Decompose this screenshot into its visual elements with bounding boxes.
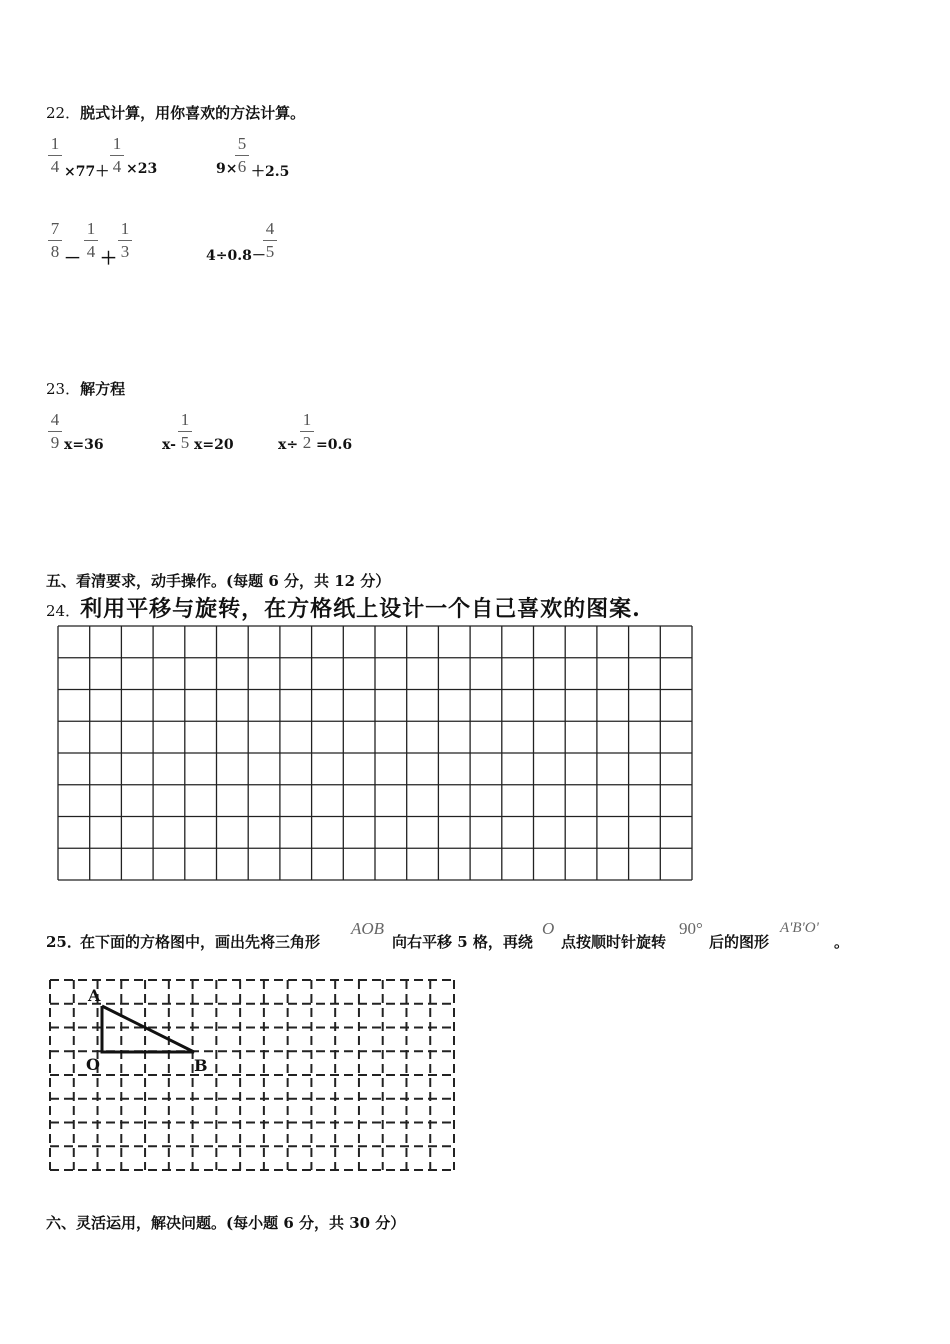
numerator: 4 bbox=[50, 410, 60, 429]
denominator: 4 bbox=[50, 157, 60, 176]
triangle-prime-label: A'B'O' bbox=[780, 920, 819, 936]
angle-90-label: 90° bbox=[679, 919, 703, 938]
numerator: 5 bbox=[237, 134, 247, 153]
denominator: 4 bbox=[86, 242, 96, 261]
expression-text: x=36 bbox=[64, 437, 104, 453]
numerator: 4 bbox=[265, 219, 275, 238]
fraction bbox=[84, 219, 98, 262]
triangle-aob-label: AOB bbox=[351, 919, 385, 938]
expression-text: 4÷0.8－ bbox=[206, 248, 266, 264]
fraction bbox=[48, 410, 62, 453]
fraction bbox=[48, 134, 62, 177]
q25-text-3: 点按顺时针旋转 bbox=[561, 933, 667, 951]
numerator: 1 bbox=[50, 134, 60, 153]
triangle-aob bbox=[102, 1006, 194, 1052]
fraction bbox=[118, 219, 132, 262]
q22-heading bbox=[46, 102, 305, 123]
fraction bbox=[263, 219, 277, 262]
denominator: 4 bbox=[112, 157, 122, 176]
fraction bbox=[300, 410, 314, 453]
vertex-o-label: O bbox=[86, 1055, 100, 1074]
numerator: 1 bbox=[112, 134, 122, 153]
numerator: 7 bbox=[50, 219, 60, 238]
point-o-label: O bbox=[542, 919, 555, 938]
q24-heading bbox=[46, 592, 641, 623]
denominator: 3 bbox=[120, 242, 130, 261]
expression-text: x- bbox=[162, 437, 176, 453]
q23-heading bbox=[46, 378, 125, 399]
denominator: 8 bbox=[50, 242, 60, 261]
expression-text: x÷ bbox=[278, 437, 299, 453]
numerator: 1 bbox=[180, 410, 190, 429]
fraction bbox=[110, 134, 124, 177]
expression-text: ×77＋ bbox=[64, 164, 110, 180]
q24-number: 24． bbox=[46, 602, 81, 620]
fraction bbox=[178, 410, 192, 453]
q24-title: 利用平移与旋转，在方格纸上设计一个自己喜欢的图案. bbox=[80, 596, 641, 622]
q25-text-2: 向右平移 5 格，再绕 bbox=[392, 933, 533, 951]
expression-text: x=20 bbox=[194, 437, 234, 453]
numerator: 1 bbox=[120, 219, 130, 238]
expression-text: 9× bbox=[216, 161, 238, 177]
section6-title: 六、灵活运用，解决问题。(每小题 6 分，共 30 分） bbox=[46, 1214, 406, 1232]
denominator: 5 bbox=[265, 242, 275, 261]
q23-title: 解方程 bbox=[80, 380, 126, 398]
expression-text: ＋2.5 bbox=[251, 164, 290, 180]
fraction bbox=[48, 219, 62, 262]
q23-number: 23． bbox=[46, 380, 81, 398]
fraction bbox=[235, 134, 249, 177]
q25-end: 。 bbox=[834, 933, 850, 951]
expression-text: =0.6 bbox=[316, 437, 353, 453]
q22-title: 脱式计算，用你喜欢的方法计算。 bbox=[80, 104, 306, 122]
q25-text-4: 后的图形 bbox=[709, 933, 770, 951]
dashed-grid-with-triangle[interactable] bbox=[46, 976, 458, 1174]
vertex-a-label: A bbox=[88, 986, 101, 1005]
expression-text: ×23 bbox=[126, 161, 158, 177]
numerator: 1 bbox=[302, 410, 312, 429]
section5-title: 五、看清要求，动手操作。(每题 6 分，共 12 分） bbox=[46, 572, 391, 590]
q25-number: 25． bbox=[46, 933, 82, 951]
square-grid-paper[interactable] bbox=[56, 624, 694, 882]
operator: － bbox=[64, 249, 81, 269]
operator: ＋ bbox=[100, 249, 117, 269]
q22-number: 22． bbox=[46, 104, 81, 122]
vertex-b-label: B bbox=[194, 1056, 208, 1075]
denominator: 9 bbox=[50, 433, 60, 452]
numerator: 1 bbox=[86, 219, 96, 238]
q25-text-1: 在下面的方格图中，画出先将三角形 bbox=[80, 933, 321, 951]
denominator: 5 bbox=[180, 433, 190, 452]
denominator: 2 bbox=[302, 433, 312, 452]
denominator: 6 bbox=[237, 157, 247, 176]
